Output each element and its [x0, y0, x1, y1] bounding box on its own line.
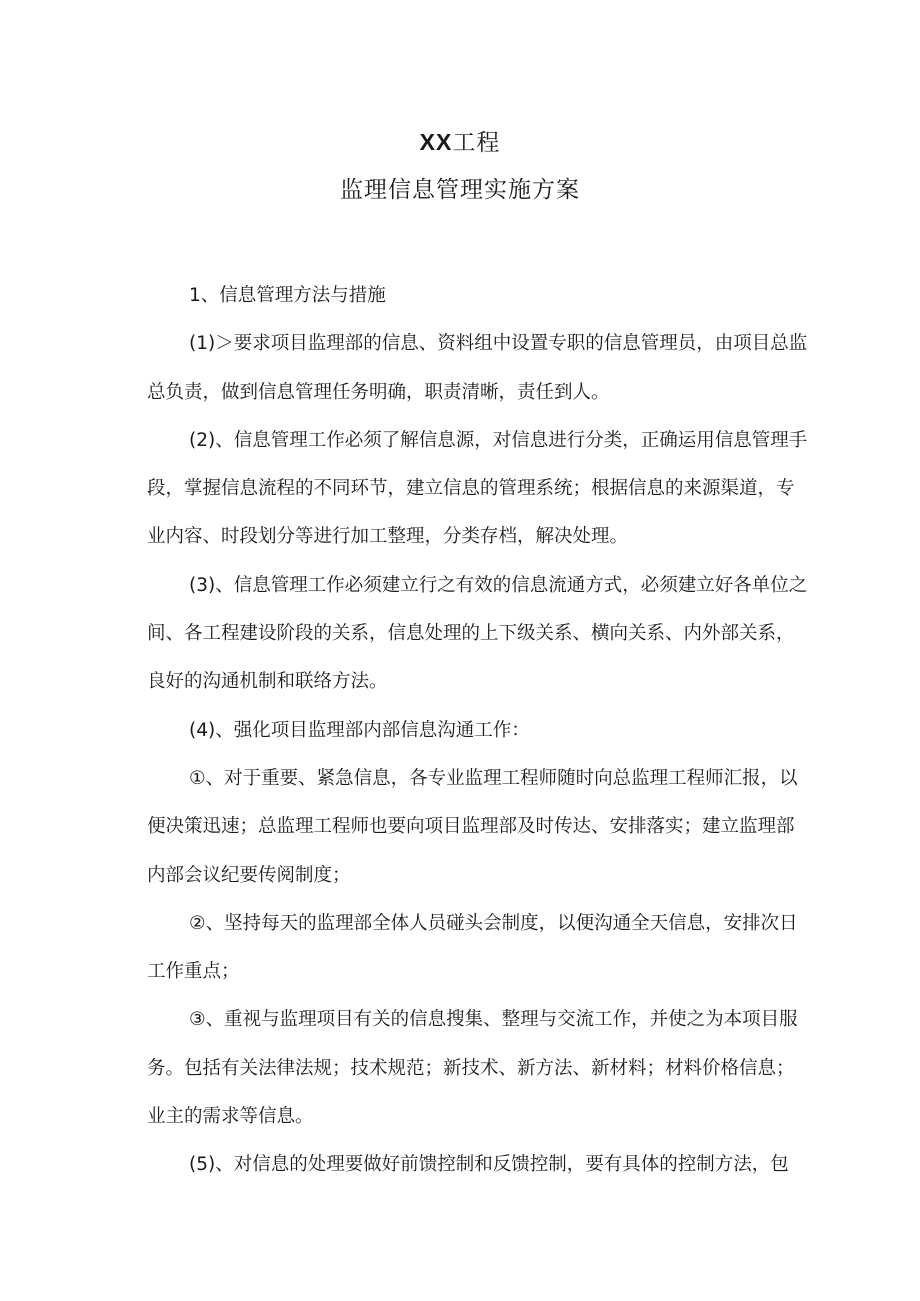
title-project-word: 工程 — [452, 130, 501, 156]
document-title — [0, 124, 920, 161]
paragraph-line: (5)、对信息的处理要做好前馈控制和反馈控制，要有具体的控制方法，包 — [189, 1154, 789, 1176]
paragraph-subitem-2 — [110, 900, 815, 997]
paragraph-line: 段，掌握信息流程的不同环节，建立信息的管理系统；根据信息的来源渠道，专 — [147, 478, 795, 500]
paragraph-line: 总负责，做到信息管理任务明确，职责清晰，责任到人。 — [147, 381, 610, 403]
document-subtitle: 监理信息管理实施方案 — [340, 177, 580, 203]
paragraph-line: ②、坚持每天的监理部全体人员碰头会制度，以便沟通全天信息，安排次日 — [189, 912, 798, 934]
paragraph-line: ①、对于重要、紧急信息，各专业监理工程师随时向总监理工程师汇报，以 — [189, 767, 798, 789]
paragraph-item-1 — [110, 320, 815, 417]
paragraph-line: 内部会议纪要传阅制度； — [147, 864, 351, 886]
paragraph-line: 1、信息管理方法与措施 — [189, 285, 386, 306]
paragraph-line: 务。包括有关法律法规；技术规范；新技术、新方法、新材料；材料价格信息； — [147, 1057, 795, 1079]
paragraph-line: 业内容、时段划分等进行加工整理，分类存档，解决处理。 — [147, 526, 629, 548]
paragraph-line: 工作重点； — [147, 961, 240, 983]
title-project-code: XX — [419, 129, 453, 155]
paragraph-line: (3)、信息管理工作必须建立行之有效的信息流通方式，必须建立好各单位之 — [189, 574, 808, 596]
document-body — [110, 272, 815, 1190]
paragraph-line: (4)、强化项目监理部内部信息沟通工作： — [189, 719, 530, 741]
paragraph-item-4 — [110, 707, 815, 755]
paragraph-item-3 — [110, 562, 815, 707]
paragraph-line: 间、各工程建设阶段的关系，信息处理的上下级关系、横向关系、内外部关系， — [147, 623, 795, 645]
paragraph-line: (1)＞要求项目监理部的信息、资料组中设置专职的信息管理员，由项目总监 — [189, 333, 808, 355]
paragraph-line: 良好的沟通机制和联络方法。 — [147, 671, 388, 693]
paragraph-line: (2)、信息管理工作必须了解信息源，对信息进行分类，正确运用信息管理手 — [189, 429, 808, 451]
paragraph-line: 业主的需求等信息。 — [147, 1106, 314, 1128]
paragraph-subitem-3 — [110, 996, 815, 1141]
paragraph-section-1 — [110, 272, 815, 320]
paragraph-item-2 — [110, 417, 815, 562]
paragraph-subitem-1 — [110, 755, 815, 900]
paragraph-line: 便决策迅速；总监理工程师也要向项目监理部及时传达、安排落实；建立监理部 — [147, 816, 795, 838]
paragraph-line: ③、重视与监理项目有关的信息搜集、整理与交流工作，并使之为本项目服 — [189, 1009, 798, 1031]
paragraph-item-5 — [110, 1141, 815, 1189]
